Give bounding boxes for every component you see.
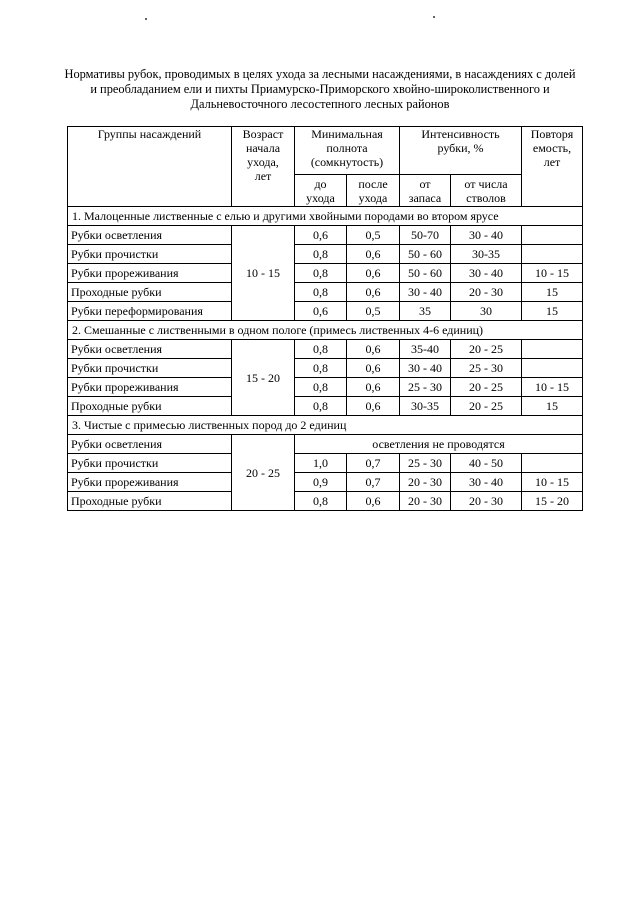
- table-row: [68, 302, 583, 321]
- table-row: [68, 359, 583, 378]
- table-row: [68, 283, 583, 302]
- trunks-cell: 20 - 30: [451, 492, 522, 511]
- repeat-cell: 10 - 15: [522, 378, 583, 397]
- section-title: 1. Малоценные лиственные с елью и другими хвойными породами во втором ярусе: [68, 207, 583, 226]
- age-cell: 20 - 25: [232, 435, 295, 511]
- repeat-cell: 10 - 15: [522, 264, 583, 283]
- title-line-3: Дальневосточного лесостепного лесных районов: [190, 97, 450, 111]
- repeat-cell: 15: [522, 302, 583, 321]
- after-cell: 0,7: [347, 454, 400, 473]
- group-cell: Рубки прочистки: [68, 454, 232, 473]
- group-cell: Рубки прочистки: [68, 245, 232, 264]
- trunks-cell: 30: [451, 302, 522, 321]
- table-row: [68, 340, 583, 359]
- table-row: [68, 492, 583, 511]
- group-cell: Рубки осветления: [68, 340, 232, 359]
- merged-note-cell: осветления не проводятся: [295, 435, 583, 454]
- before-cell: 0,8: [295, 492, 347, 511]
- stock-cell: 25 - 30: [400, 378, 451, 397]
- before-cell: 0,8: [295, 378, 347, 397]
- norms-table: [67, 126, 583, 511]
- before-cell: 0,8: [295, 264, 347, 283]
- after-cell: 0,5: [347, 302, 400, 321]
- trunks-cell: 20 - 25: [451, 340, 522, 359]
- table-row: [68, 264, 583, 283]
- repeat-cell: [522, 245, 583, 264]
- after-cell: 0,6: [347, 492, 400, 511]
- trunks-cell: 30-35: [451, 245, 522, 264]
- group-cell: Рубки прореживания: [68, 378, 232, 397]
- header-after-care: после ухода: [347, 175, 400, 207]
- stock-cell: 35: [400, 302, 451, 321]
- before-cell: 0,8: [295, 283, 347, 302]
- table-row: [68, 226, 583, 245]
- title-line-1: Нормативы рубок, проводимых в целях ухода за лесными насаждениями, в насаждениях с долей: [64, 67, 576, 81]
- group-cell: Рубки прочистки: [68, 359, 232, 378]
- stock-cell: 50-70: [400, 226, 451, 245]
- repeat-cell: [522, 454, 583, 473]
- table-row: [68, 435, 583, 454]
- before-cell: 0,8: [295, 340, 347, 359]
- before-cell: 0,6: [295, 226, 347, 245]
- age-cell: 15 - 20: [232, 340, 295, 416]
- before-cell: 1,0: [295, 454, 347, 473]
- header-from-trunks: от числа стволов: [451, 175, 522, 207]
- repeat-cell: [522, 226, 583, 245]
- age-cell: 10 - 15: [232, 226, 295, 321]
- scan-speck: [433, 16, 435, 18]
- header-age: Возраст начала ухода, лет: [232, 127, 295, 207]
- document-title: [40, 67, 600, 112]
- group-cell: Проходные рубки: [68, 397, 232, 416]
- repeat-cell: [522, 340, 583, 359]
- table-row: [68, 245, 583, 264]
- stock-cell: 20 - 30: [400, 492, 451, 511]
- trunks-cell: 20 - 25: [451, 378, 522, 397]
- after-cell: 0,6: [347, 378, 400, 397]
- trunks-cell: 30 - 40: [451, 473, 522, 492]
- trunks-cell: 25 - 30: [451, 359, 522, 378]
- stock-cell: 30 - 40: [400, 283, 451, 302]
- group-cell: Проходные рубки: [68, 283, 232, 302]
- group-cell: Рубки осветления: [68, 226, 232, 245]
- after-cell: 0,7: [347, 473, 400, 492]
- group-cell: Рубки прореживания: [68, 264, 232, 283]
- table-row: [68, 454, 583, 473]
- stock-cell: 50 - 60: [400, 245, 451, 264]
- scan-speck: [145, 18, 147, 20]
- repeat-cell: 15 - 20: [522, 492, 583, 511]
- after-cell: 0,6: [347, 359, 400, 378]
- repeat-cell: 15: [522, 283, 583, 302]
- group-cell: Рубки переформирования: [68, 302, 232, 321]
- stock-cell: 30 - 40: [400, 359, 451, 378]
- trunks-cell: 30 - 40: [451, 264, 522, 283]
- group-cell: Проходные рубки: [68, 492, 232, 511]
- table-row: [68, 378, 583, 397]
- header-min-density: Минимальная полнота (сомкнутость): [295, 127, 400, 175]
- repeat-cell: 15: [522, 397, 583, 416]
- trunks-cell: 40 - 50: [451, 454, 522, 473]
- trunks-cell: 20 - 25: [451, 397, 522, 416]
- section-title: 2. Смешанные с лиственными в одном пологе (примесь лиственных 4-6 единиц): [68, 321, 583, 340]
- after-cell: 0,5: [347, 226, 400, 245]
- header-from-stock: от запаса: [400, 175, 451, 207]
- after-cell: 0,6: [347, 283, 400, 302]
- title-line-2: и преобладанием ели и пихты Приамурско-Приморского хвойно-широколиственного и: [90, 82, 550, 96]
- stock-cell: 30-35: [400, 397, 451, 416]
- before-cell: 0,6: [295, 302, 347, 321]
- trunks-cell: 30 - 40: [451, 226, 522, 245]
- before-cell: 0,8: [295, 245, 347, 264]
- before-cell: 0,8: [295, 359, 347, 378]
- header-before-care: до ухода: [295, 175, 347, 207]
- table-row: [68, 473, 583, 492]
- repeat-cell: 10 - 15: [522, 473, 583, 492]
- stock-cell: 20 - 30: [400, 473, 451, 492]
- group-cell: Рубки прореживания: [68, 473, 232, 492]
- stock-cell: 50 - 60: [400, 264, 451, 283]
- header-intensity: Интенсивность рубки, %: [400, 127, 522, 175]
- table-row: [68, 397, 583, 416]
- after-cell: 0,6: [347, 397, 400, 416]
- after-cell: 0,6: [347, 264, 400, 283]
- stock-cell: 35-40: [400, 340, 451, 359]
- repeat-cell: [522, 359, 583, 378]
- header-repeat: Повторя емость, лет: [522, 127, 583, 207]
- before-cell: 0,9: [295, 473, 347, 492]
- trunks-cell: 20 - 30: [451, 283, 522, 302]
- header-groups: Группы насаждений: [68, 127, 232, 207]
- section-title: 3. Чистые с примесью лиственных пород до 2 единиц: [68, 416, 583, 435]
- group-cell: Рубки осветления: [68, 435, 232, 454]
- stock-cell: 25 - 30: [400, 454, 451, 473]
- after-cell: 0,6: [347, 245, 400, 264]
- after-cell: 0,6: [347, 340, 400, 359]
- before-cell: 0,8: [295, 397, 347, 416]
